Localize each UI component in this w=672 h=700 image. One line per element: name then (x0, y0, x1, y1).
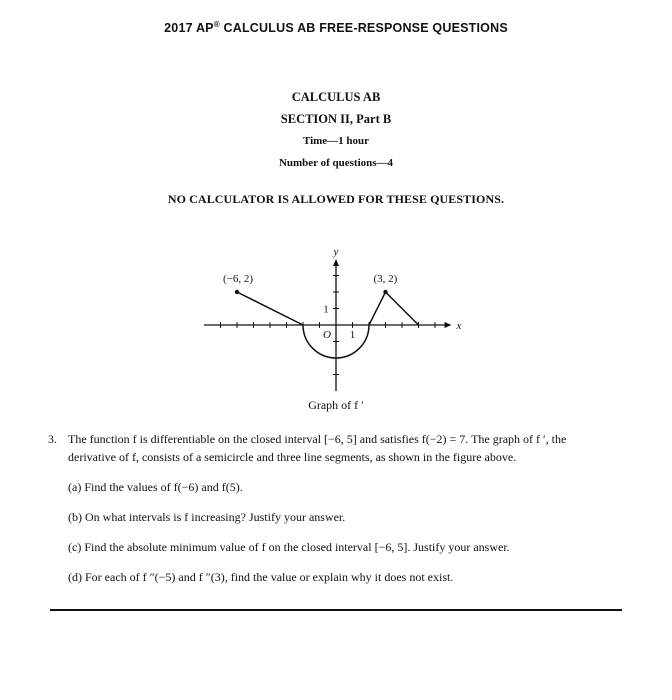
x-axis-arrow (445, 322, 452, 328)
line-segment (386, 292, 419, 325)
course-name: CALCULUS AB (291, 90, 381, 104)
problem-stem-line-2: derivative of f, consists of a semicircle and three line segments, as shown in the figure above. (68, 450, 517, 464)
part-c: (c) Find the absolute minimum value of f on the closed interval [−6, 5]. Justify your answer. (68, 540, 510, 554)
y-tick-label-1: 1 (323, 303, 329, 316)
section-time: Time—1 hour (302, 135, 370, 147)
part-b: (b) On what intervals is f increasing? Justify your answer. (68, 510, 346, 524)
header-title-prefix: 2017 AP (164, 21, 214, 36)
part-d: (d) For each of f ″(−5) and f ″(3), find the value or explain why it does not exist. (68, 570, 454, 584)
problem-number: 3. (48, 432, 57, 446)
semicircle-segment (303, 325, 369, 358)
section-part: SECTION II, Part B (280, 112, 392, 126)
problem-stem-line-1: The function f is differentiable on the closed interval [−6, 5] and satisfies f(−2) = 7. The graph of f ′, the (68, 432, 567, 446)
problem-parts (68, 478, 628, 598)
calculator-notice: NO CALCULATOR IS ALLOWED FOR THESE QUESTIONS. (167, 192, 505, 206)
bottom-rule (50, 609, 622, 611)
problem-3 (48, 430, 628, 466)
data-point (235, 290, 239, 294)
origin-label: O (323, 329, 331, 341)
label-point-right: (3, 2) (373, 273, 398, 285)
y-axis-arrow (333, 259, 339, 266)
x-tick-label-1: 1 (349, 329, 356, 341)
question-count: Number of questions—4 (278, 157, 394, 169)
data-point (383, 290, 387, 294)
header-title-suffix: CALCULUS AB FREE-RESPONSE QUESTIONS (219, 21, 508, 36)
registered-mark: ® (213, 20, 220, 29)
page-header (0, 20, 672, 35)
y-axis-label: y (333, 246, 339, 258)
x-axis-label: x (456, 320, 462, 332)
line-segment (237, 292, 303, 325)
figure-caption: Graph of f ′ (308, 398, 364, 412)
line-segment (369, 292, 386, 325)
section-info (0, 86, 672, 174)
part-a: (a) Find the values of f(−6) and f(5). (68, 480, 243, 494)
label-point-left: (−6, 2) (223, 273, 254, 285)
